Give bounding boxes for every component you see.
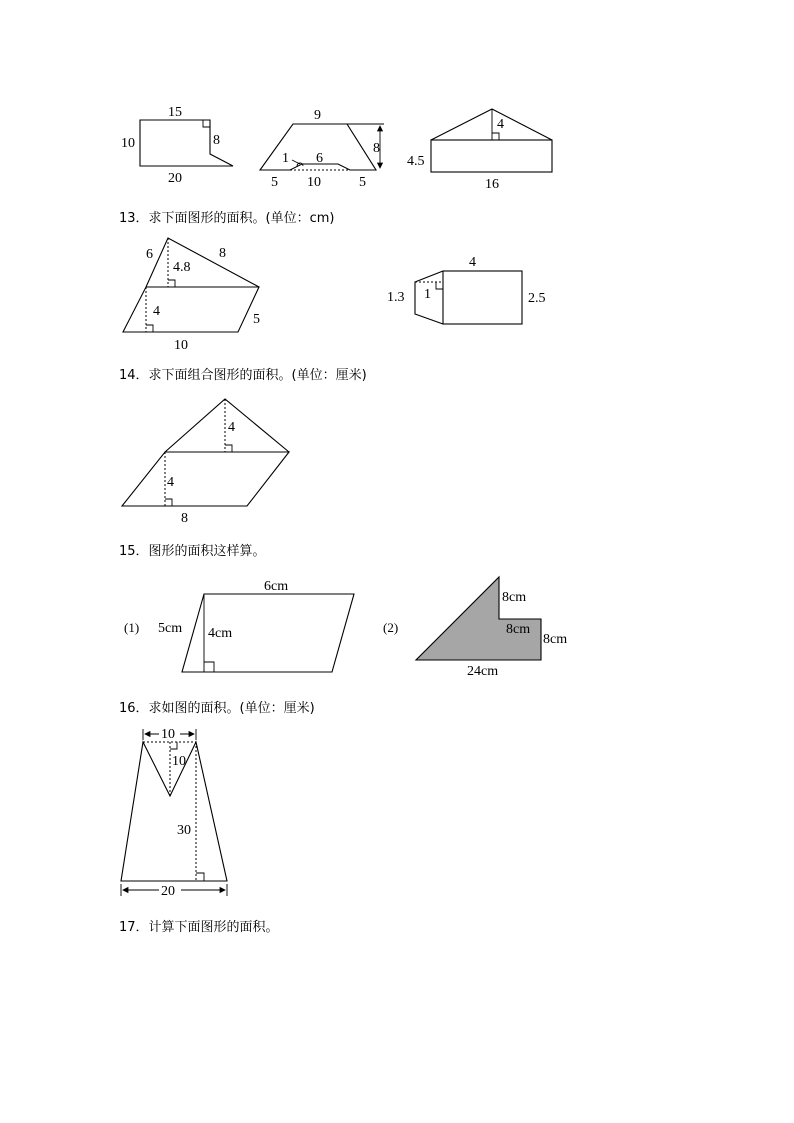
label-top: 10 <box>161 727 175 742</box>
triangle <box>165 399 289 452</box>
right-angle-mark-top <box>225 445 232 452</box>
question-15: 15．图形的面积这样算。 <box>119 544 266 559</box>
right-angle-mark-bottom <box>196 873 204 881</box>
label-base: 10 <box>174 338 188 353</box>
label-base: 8 <box>181 511 188 526</box>
label-left: 10 <box>121 136 135 151</box>
label-seg-right: 5 <box>359 175 366 190</box>
label-bottom: 20 <box>168 171 182 186</box>
label-rect-h: 4.5 <box>407 154 425 169</box>
figure-15-2 <box>383 577 567 679</box>
label-para-side: 5 <box>253 312 260 327</box>
rect-part <box>443 271 522 324</box>
label-seg-b: 8cm <box>506 622 531 637</box>
label-tri-h: 4 <box>228 420 235 435</box>
parallelogram <box>123 287 259 332</box>
label-seg-c: 8cm <box>543 632 568 647</box>
right-angle-mark-top <box>168 280 175 287</box>
label-left: 1.3 <box>387 290 405 305</box>
parallelogram <box>122 452 289 506</box>
figure-top-c <box>407 109 552 192</box>
figure-16 <box>121 726 227 899</box>
label-top: 4 <box>469 255 476 270</box>
label-notch-w: 6 <box>316 151 323 166</box>
right-angle-mark <box>492 133 499 140</box>
label-base: 20 <box>161 884 175 899</box>
right-angle-mark-top <box>170 742 177 749</box>
label-inner: 1 <box>424 287 431 302</box>
label-seg-left: 5 <box>271 175 278 190</box>
figure-14 <box>122 399 289 526</box>
label-notch-h: 1 <box>282 151 289 166</box>
right-angle-mark-bottom <box>146 325 153 332</box>
label-para-h: 4 <box>153 304 160 319</box>
question-16: 16．求如图的面积。(单位：厘米) <box>119 701 315 716</box>
label-right: 8 <box>213 133 220 148</box>
label-notch-h: 10 <box>172 754 186 769</box>
label-top: 9 <box>314 108 321 123</box>
figure-top-b <box>260 108 384 190</box>
question-14: 14．求下面组合图形的面积。(单位：厘米) <box>119 368 367 383</box>
triangle-part <box>431 109 552 140</box>
right-angle-mark <box>203 120 210 127</box>
label-seg-mid: 10 <box>307 175 321 190</box>
label-side: 5cm <box>158 621 183 636</box>
label-height: 4cm <box>208 626 233 641</box>
label-item-2: (2) <box>383 620 399 635</box>
rect-part <box>431 140 552 172</box>
notch-leader <box>292 160 300 164</box>
label-top: 6cm <box>264 579 289 594</box>
label-seg-a: 8cm <box>502 590 527 605</box>
label-base: 24cm <box>467 664 499 679</box>
question-13: 13．求下面图形的面积。(单位：cm) <box>119 211 335 226</box>
question-17: 17．计算下面图形的面积。 <box>119 920 279 935</box>
label-right: 2.5 <box>528 291 546 306</box>
right-angle-mark-bottom <box>165 499 172 506</box>
figure-15-1 <box>124 579 354 672</box>
label-height: 30 <box>177 823 191 838</box>
figure-13-b <box>387 255 546 324</box>
label-tri-h: 4 <box>497 117 504 132</box>
right-angle-mark <box>436 282 443 289</box>
label-item-1: (1) <box>124 620 140 635</box>
triangle <box>146 238 259 287</box>
figure-top-a <box>121 105 233 186</box>
label-tri-h: 4.8 <box>173 260 191 275</box>
right-angle-mark <box>204 662 214 672</box>
label-height: 8 <box>373 141 380 156</box>
label-para-h: 4 <box>167 475 174 490</box>
label-side-left: 6 <box>146 247 153 262</box>
label-base: 16 <box>485 177 499 192</box>
figure-13-a <box>123 238 260 353</box>
label-top: 15 <box>168 105 182 120</box>
label-side-right: 8 <box>219 246 226 261</box>
